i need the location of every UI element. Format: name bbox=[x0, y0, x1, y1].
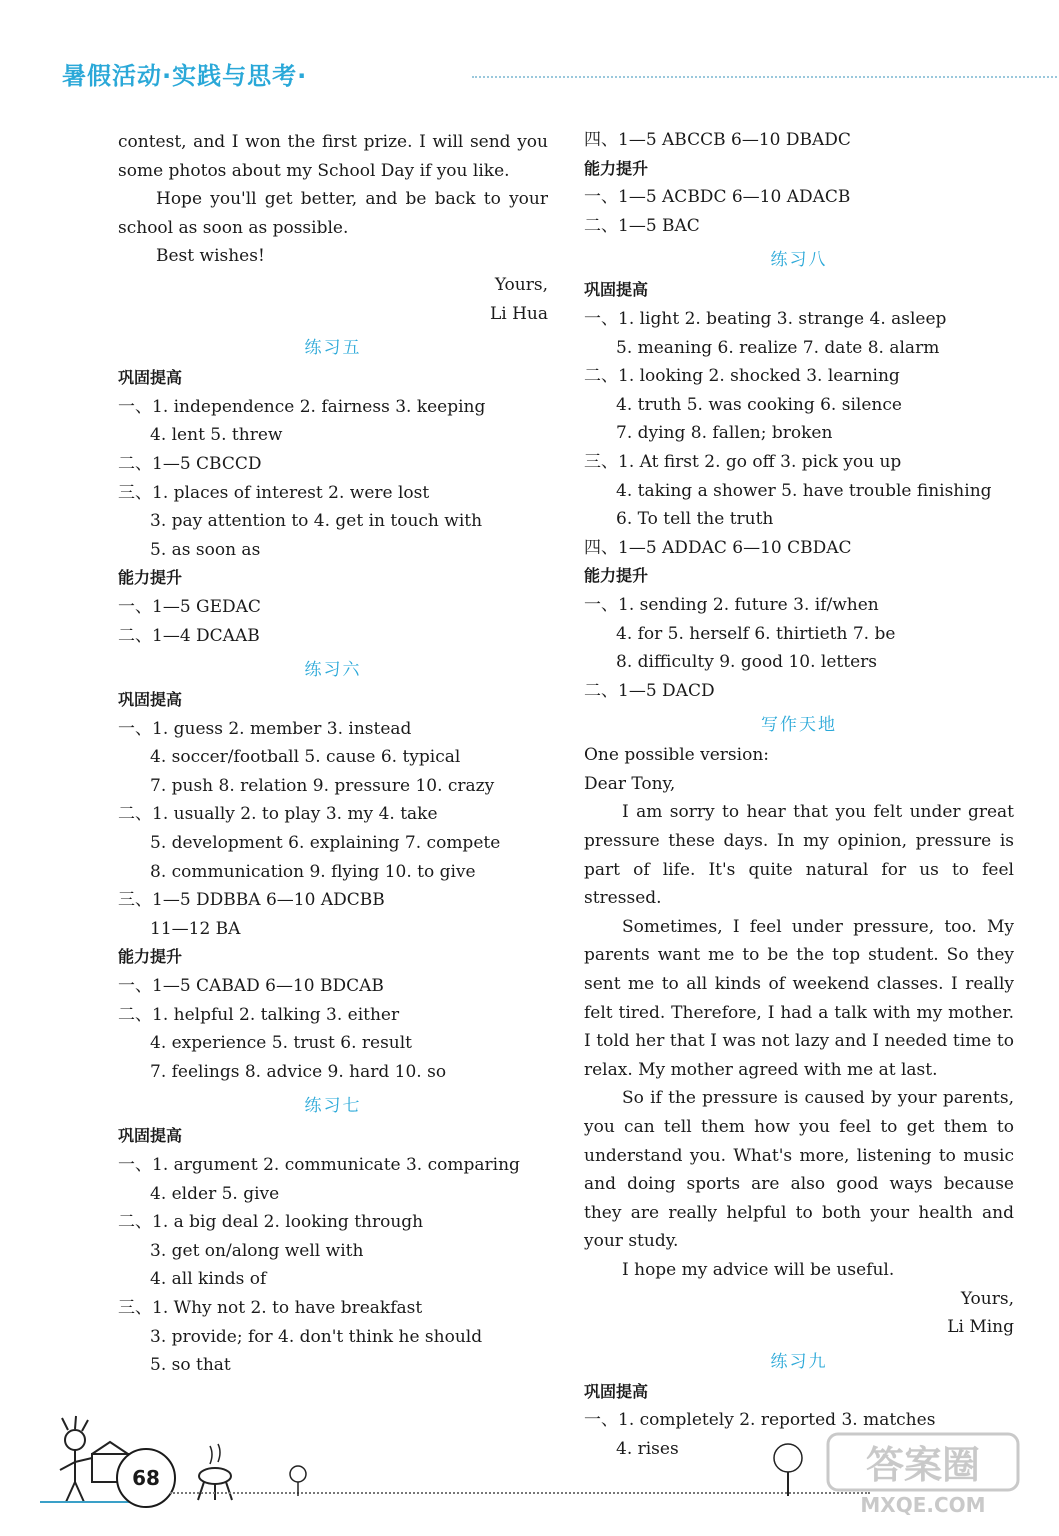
subheading: 能力提升 bbox=[118, 947, 183, 967]
letter-closing: Best wishes! bbox=[156, 246, 265, 267]
answer-line: 一、1. light 2. beating 3. strange 4. asleep bbox=[584, 308, 947, 329]
answer-line: 三、1. At first 2. go off 3. pick you up bbox=[584, 451, 902, 472]
subheading: 巩固提高 bbox=[584, 280, 649, 300]
answer-line: 二、1—5 CBCCD bbox=[118, 453, 262, 474]
section-title-5: 练习五 bbox=[304, 338, 362, 359]
answer-line: 三、1. places of interest 2. were lost bbox=[118, 482, 430, 503]
answer-line: 8. difficulty 9. good 10. letters bbox=[616, 652, 877, 673]
subheading: 巩固提高 bbox=[118, 368, 183, 388]
answer-line: 3. get on/along well with bbox=[150, 1240, 364, 1261]
answer-line: 3. provide; for 4. don't think he should bbox=[150, 1326, 483, 1347]
answer-line: 一、1—5 ACBDC 6—10 ADACB bbox=[584, 187, 851, 208]
page-number: 68 bbox=[116, 1448, 176, 1508]
answer-line: 二、1. looking 2. shocked 3. learning bbox=[584, 366, 900, 387]
subheading: 巩固提高 bbox=[584, 1381, 649, 1401]
answer-line: 4. for 5. herself 6. thirtieth 7. be bbox=[616, 623, 896, 644]
writing-sign-name: Li Ming bbox=[947, 1317, 1014, 1338]
tree-icon bbox=[766, 1436, 816, 1506]
subheading: 能力提升 bbox=[584, 158, 649, 178]
answer-line: 5. development 6. explaining 7. compete bbox=[150, 833, 501, 854]
subheading: 能力提升 bbox=[118, 568, 183, 588]
header-title: 暑假活动·实践与思考· bbox=[62, 62, 308, 90]
answer-line: 4. soccer/football 5. cause 6. typical bbox=[150, 747, 461, 768]
header-dotted-rule bbox=[472, 76, 1059, 78]
answer-line: 一、1. guess 2. member 3. instead bbox=[118, 718, 412, 739]
answer-line: 5. meaning 6. realize 7. date 8. alarm bbox=[616, 337, 940, 358]
answer-line: 一、1. sending 2. future 3. if/when bbox=[584, 594, 879, 615]
answer-line: 三、1. Why not 2. to have breakfast bbox=[118, 1297, 423, 1318]
answer-line: 6. To tell the truth bbox=[616, 509, 774, 530]
answer-line: 一、1—5 CABAD 6—10 BDCAB bbox=[118, 976, 384, 997]
answer-line: 4. lent 5. threw bbox=[150, 425, 283, 446]
answer-line: 4. truth 5. was cooking 6. silence bbox=[616, 394, 902, 415]
page-footer bbox=[30, 1410, 1030, 1520]
subheading: 能力提升 bbox=[584, 566, 649, 586]
answer-line: 四、1—5 ABCCB 6—10 DBADC bbox=[584, 130, 851, 150]
answer-line: 7. push 8. relation 9. pressure 10. crazy bbox=[150, 775, 495, 796]
answer-line: 二、1. a big deal 2. looking through bbox=[118, 1212, 424, 1233]
right-column bbox=[584, 126, 1014, 1464]
answer-line: 4. elder 5. give bbox=[150, 1183, 280, 1204]
svg-text:答案圈: 答案圈 bbox=[865, 1443, 981, 1487]
answer-line: 三、1—5 DDBBA 6—10 ADCBB bbox=[118, 890, 385, 911]
answer-line: 4. experience 5. trust 6. result bbox=[150, 1033, 413, 1054]
subheading: 巩固提高 bbox=[118, 1126, 183, 1146]
letter-text: Hope you'll get better, and be back to your school as soon as possible. bbox=[118, 189, 548, 238]
answer-line: 二、1—5 DACD bbox=[584, 680, 715, 701]
answer-line: 一、1—5 GEDAC bbox=[118, 596, 261, 617]
answer-line: 11—12 BA bbox=[150, 918, 241, 939]
section-title-7: 练习七 bbox=[304, 1096, 362, 1117]
footer-dotted-rule bbox=[170, 1492, 870, 1494]
section-title-6: 练习六 bbox=[304, 660, 362, 681]
section-title-9: 练习九 bbox=[770, 1351, 828, 1372]
lollipop-icon bbox=[286, 1462, 316, 1502]
answer-line: 7. feelings 8. advice 9. hard 10. so bbox=[150, 1061, 447, 1082]
writing-paragraph: So if the pressure is caused by your parents, you can tell them how you feel to get them to understand you. What's more, listening to music and doing sports are also good ways because they are really helpful to both your health and your study. bbox=[584, 1088, 1014, 1252]
bbq-grill-icon bbox=[180, 1436, 250, 1506]
answer-line: 二、1—4 DCAAB bbox=[118, 625, 260, 646]
letter-sign-name: Li Hua bbox=[489, 303, 548, 324]
writing-intro: One possible version: bbox=[584, 745, 769, 766]
section-title-writing: 写作天地 bbox=[761, 715, 837, 736]
writing-sign-yours: Yours, bbox=[960, 1288, 1014, 1309]
answer-line: 四、1—5 ADDAC 6—10 CBDAC bbox=[584, 537, 852, 558]
section-title-8: 练习八 bbox=[770, 250, 828, 271]
answer-line: 一、1. independence 2. fairness 3. keeping bbox=[118, 396, 486, 417]
subheading: 巩固提高 bbox=[118, 690, 183, 710]
answer-line: 7. dying 8. fallen; broken bbox=[616, 423, 833, 444]
answer-line: 5. as soon as bbox=[150, 539, 261, 560]
answer-line: 4. rises bbox=[616, 1438, 679, 1459]
page-header bbox=[62, 54, 1022, 94]
left-column bbox=[118, 128, 548, 1380]
writing-paragraph: Sometimes, I feel under pressure, too. My parents want me to be the top student. So they sent me to all kinds of weekend classes. I really felt tired. Therefore, I had a talk with my mother. I told her that I was not lazy and I needed time to relax. My mother agreed with me at last. bbox=[584, 916, 1014, 1080]
answer-line: 4. taking a shower 5. have trouble finishing bbox=[616, 480, 992, 501]
answer-line: 一、1. completely 2. reported 3. matches bbox=[584, 1410, 936, 1431]
writing-greeting: Dear Tony, bbox=[584, 773, 676, 794]
svg-text:MXQE.COM: MXQE.COM bbox=[860, 1493, 986, 1517]
letter-text: contest, and I won the first prize. I will send you some photos about my School Day if you like. bbox=[118, 132, 548, 181]
watermark-logo bbox=[824, 1428, 1024, 1518]
answer-line: 二、1. helpful 2. talking 3. either bbox=[118, 1004, 400, 1025]
answer-line: 8. communication 9. flying 10. to give bbox=[150, 861, 476, 882]
writing-paragraph: I hope my advice will be useful. bbox=[622, 1259, 895, 1280]
answer-line: 二、1—5 BAC bbox=[584, 215, 700, 236]
answer-line: 一、1. argument 2. communicate 3. comparing bbox=[118, 1155, 520, 1175]
letter-sign-yours: Yours, bbox=[494, 274, 548, 295]
answer-line: 二、1. usually 2. to play 3. my 4. take bbox=[118, 804, 438, 825]
writing-paragraph: I am sorry to hear that you felt under great pressure these days. In my opinion, pressure is part of life. It's quite natural for us to feel stressed. bbox=[584, 802, 1014, 909]
answer-line: 3. pay attention to 4. get in touch with bbox=[150, 511, 483, 532]
answer-line: 5. so that bbox=[150, 1355, 231, 1376]
answer-line: 4. all kinds of bbox=[150, 1269, 267, 1290]
